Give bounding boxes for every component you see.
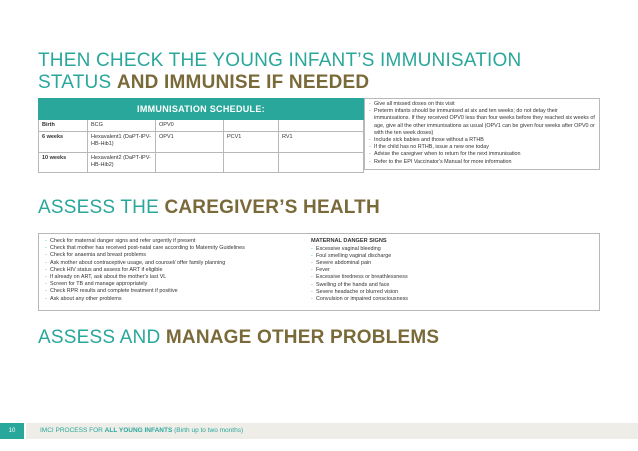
vaccine-cell: BCG (88, 120, 156, 132)
maternal-danger-signs (311, 238, 595, 303)
age-cell: 6 weeks (39, 132, 88, 153)
list-item: - Foul smelling vaginal discharge (311, 253, 595, 260)
page-footer (0, 423, 638, 439)
list-item: - Check for maternal danger signs and refer urgently if present (45, 238, 305, 245)
heading-line-1: THEN CHECK THE YOUNG INFANT’S IMMUNISATION (38, 50, 522, 71)
vaccine-cell: OPV1 (156, 132, 224, 153)
list-item: - If already on ART, ask about the mother's last VL (45, 274, 305, 281)
caregiver-health-box (38, 233, 600, 311)
table-title-row (39, 99, 364, 120)
list-item: - If the child has no RTHB, issue a new one today (369, 144, 595, 151)
section-heading-caregiver (38, 197, 380, 219)
danger-signs-title: MATERNAL DANGER SIGNS (311, 238, 387, 244)
list-item: - Include sick babies and those without a RTHB (369, 137, 595, 144)
list-item: - Ask mother about contraceptive usage, and counsel/ offer family planning (45, 260, 305, 267)
table-row (39, 132, 364, 153)
list-item: - Refer to the EPI Vaccinator's Manual for more information (369, 159, 595, 166)
footer-text-suffix: (Birth up to two months) (172, 427, 244, 434)
table-title: IMMUNISATION SCHEDULE: (39, 99, 364, 120)
list-item: - Fever (311, 267, 595, 274)
list-item: - Excessive tiredness or breathlessness (311, 274, 595, 281)
section-heading-other-problems (38, 327, 439, 349)
table-row (39, 153, 364, 173)
list-item: - Check HIV status and assess for ART if eligible (45, 267, 305, 274)
immunisation-notes-list (369, 101, 595, 166)
vaccine-cell: PCV1 (224, 132, 279, 153)
list-item: - Excessive vaginal bleeding (311, 246, 595, 253)
danger-signs-list (311, 246, 595, 304)
footer-title (40, 423, 243, 439)
list-item: - Severe abdominal pain (311, 260, 595, 267)
footer-text-bold: ALL YOUNG INFANTS (104, 427, 173, 434)
list-item: - Check RPR results and complete treatment if positive (45, 288, 305, 295)
list-item: - Check for anaemia and breast problems (45, 252, 305, 259)
heading-plain: STATUS (38, 72, 117, 93)
table-row (39, 120, 364, 132)
heading-bold: CAREGIVER’S HEALTH (164, 197, 380, 218)
vaccine-cell: Hexavalent2 (DaPT-IPV-HB-Hib2) (88, 153, 156, 173)
list-item: - Swelling of the hands and face (311, 282, 595, 289)
heading-bold: AND IMMUNISE IF NEEDED (116, 72, 370, 93)
vaccine-cell (279, 153, 364, 173)
vaccine-cell: RV1 (279, 132, 364, 153)
caregiver-list (45, 238, 305, 303)
vaccine-cell: Hexavalent1 (DaPT-IPV-HB-Hib1) (88, 132, 156, 153)
list-item: - Preterm infants should be immunised at six and ten weeks; do not delay their immunisations. If they received OPV0 less than four weeks before they reached six weeks of age, give all the other immunisations as usual (OPV1 can be given four weeks after OPV0 or with the ten week doses) (369, 108, 595, 137)
list-item: - Convulsion or impaired consciousness (311, 296, 595, 303)
vaccine-cell (156, 153, 224, 173)
page-number: 10 (0, 423, 24, 439)
heading-plain: ASSESS AND (38, 327, 166, 348)
vaccine-cell (279, 120, 364, 132)
heading-bold: MANAGE OTHER PROBLEMS (165, 327, 440, 348)
vaccine-cell: OPV0 (156, 120, 224, 132)
list-item: - Check that mother has received post-natal care according to Maternity Guidelines (45, 245, 305, 252)
list-item: - Screen for TB and manage appropriately (45, 281, 305, 288)
section-heading-immunisation (38, 50, 521, 94)
heading-plain: ASSESS THE (38, 197, 165, 218)
caregiver-checklist (45, 238, 305, 303)
list-item: - Advise the caregiver when to return for the next immunisation (369, 151, 595, 158)
vaccine-cell (224, 153, 279, 173)
list-item: - Severe headache or blurred vision (311, 289, 595, 296)
age-cell: 10 weeks (39, 153, 88, 173)
immunisation-schedule-table (38, 98, 364, 173)
list-item: - Give all missed doses on this visit (369, 101, 595, 108)
list-item: - Ask about any other problems (45, 296, 305, 303)
footer-text-plain: IMCI PROCESS FOR (40, 427, 105, 434)
age-cell: Birth (39, 120, 88, 132)
heading-line-2 (38, 72, 521, 94)
immunisation-notes-box (364, 98, 600, 170)
vaccine-cell (224, 120, 279, 132)
